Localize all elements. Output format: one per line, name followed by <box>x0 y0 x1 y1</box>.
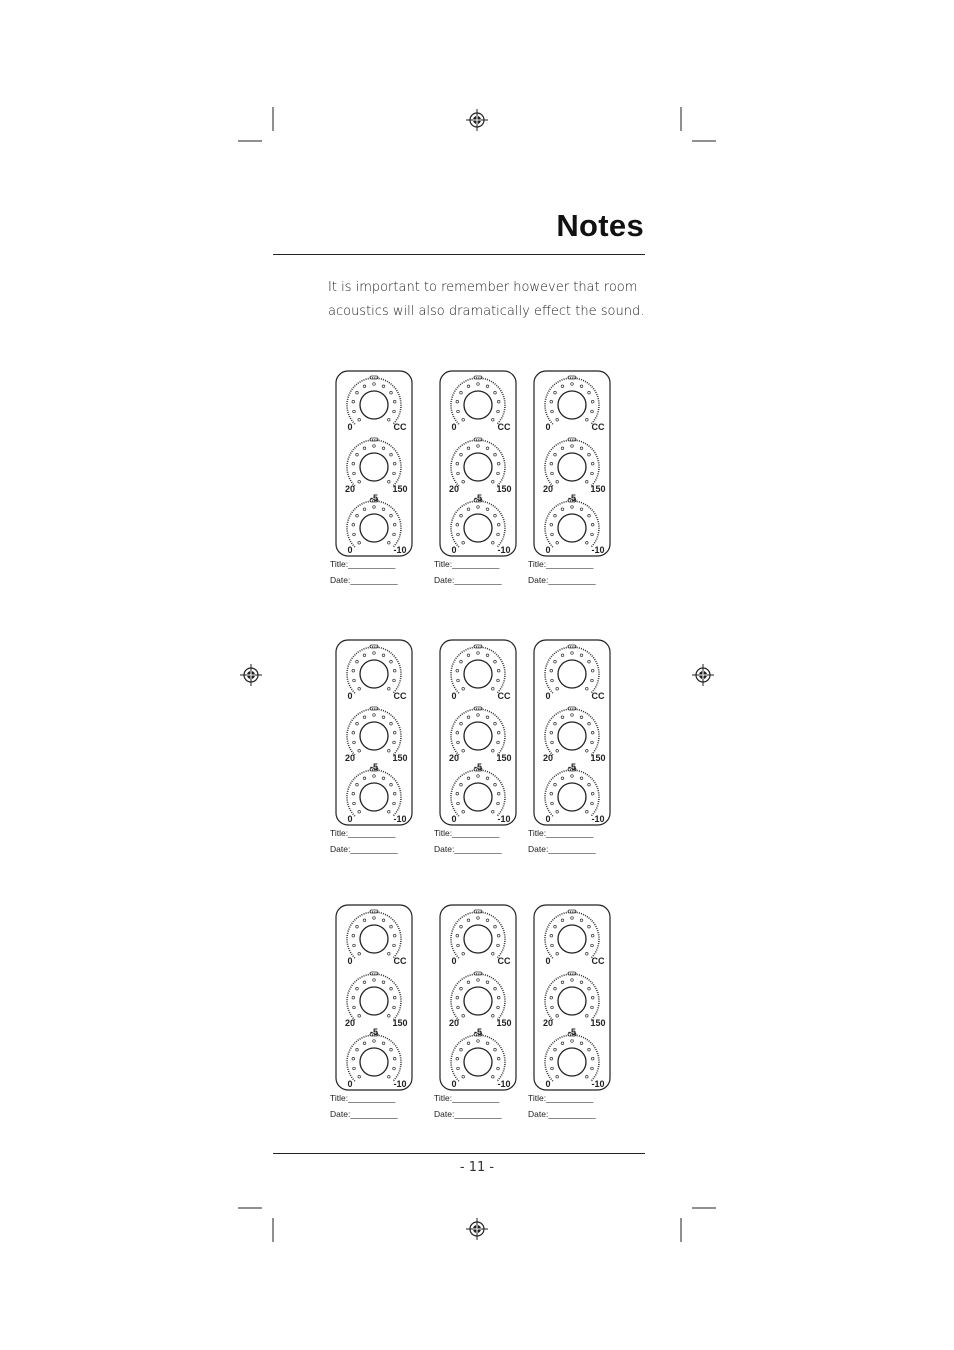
knob-min-label: 20 <box>542 753 554 763</box>
knob-max-label: 150 <box>496 1018 512 1028</box>
card-title-field[interactable]: Title:__________ <box>528 1093 594 1103</box>
knob-max-label: 150 <box>590 1018 606 1028</box>
knob-max-label: CC <box>497 956 511 966</box>
footer-rule <box>273 1153 645 1154</box>
knob-max-label: 150 <box>496 753 512 763</box>
knob-min-label: 20 <box>448 753 460 763</box>
knob-min-label: 0 <box>545 814 551 824</box>
knob-min-label: 0 <box>545 1079 551 1089</box>
card-date-field[interactable]: Date:__________ <box>434 575 502 585</box>
card-date-field[interactable]: Date:__________ <box>528 844 596 854</box>
knob-max-label: 150 <box>590 484 606 494</box>
knob-body <box>464 514 492 542</box>
knob-center-label: -5 <box>369 762 379 772</box>
knob-max-label: -10 <box>393 814 407 824</box>
knob-body <box>464 453 492 481</box>
knob-min-label: 0 <box>451 422 457 432</box>
knob-min-label: 0 <box>347 691 353 701</box>
knob-max-label: -10 <box>591 545 605 555</box>
card-title-field[interactable]: Title:__________ <box>434 828 500 838</box>
knob-body <box>558 783 586 811</box>
knob-min-label: 0 <box>451 691 457 701</box>
settings-card-r3c2 <box>434 905 516 1119</box>
knob-body <box>464 783 492 811</box>
settings-card-r1c2 <box>434 371 516 585</box>
knob-center-label: -5 <box>473 1027 483 1037</box>
card-title-field[interactable]: Title:__________ <box>330 559 396 569</box>
knob-center-label: -5 <box>473 762 483 772</box>
knob-max-label: CC <box>497 691 511 701</box>
card-date-field[interactable]: Date:__________ <box>434 1109 502 1119</box>
card-date-field[interactable]: Date:__________ <box>528 575 596 585</box>
knob-max-label: CC <box>393 691 407 701</box>
knob-body <box>360 453 388 481</box>
knob-body <box>360 925 388 953</box>
knob-min-label: 0 <box>451 814 457 824</box>
knob-max-label: -10 <box>591 814 605 824</box>
page-title: Notes <box>556 208 644 243</box>
knob-body <box>464 925 492 953</box>
knob-min-label: 0 <box>451 956 457 966</box>
knob-max-label: 150 <box>392 1018 408 1028</box>
knob-max-label: -10 <box>591 1079 605 1089</box>
settings-card-r3c3 <box>528 905 610 1119</box>
knob-min-label: 20 <box>344 753 356 763</box>
knob-center-label: -5 <box>567 493 577 503</box>
knob-min-label: 0 <box>545 545 551 555</box>
card-title-field[interactable]: Title:__________ <box>330 828 396 838</box>
knob-body <box>558 660 586 688</box>
knob-min-label: 0 <box>347 422 353 432</box>
knob-min-label: 20 <box>448 484 460 494</box>
knob-max-label: 150 <box>590 753 606 763</box>
knob-body <box>360 987 388 1015</box>
settings-card-r2c1 <box>330 640 412 854</box>
knob-min-label: 0 <box>545 691 551 701</box>
knob-body <box>464 660 492 688</box>
knob-min-label: 0 <box>545 956 551 966</box>
knob-body <box>360 783 388 811</box>
knob-min-label: 0 <box>347 956 353 966</box>
card-title-field[interactable]: Title:__________ <box>434 559 500 569</box>
card-title-field[interactable]: Title:__________ <box>528 828 594 838</box>
card-date-field[interactable]: Date:__________ <box>330 844 398 854</box>
knob-body <box>360 514 388 542</box>
settings-card-r1c3 <box>528 371 610 585</box>
knob-body <box>558 453 586 481</box>
knob-body <box>558 514 586 542</box>
knob-max-label: 150 <box>392 753 408 763</box>
knob-max-label: -10 <box>393 1079 407 1089</box>
knob-min-label: 0 <box>545 422 551 432</box>
card-title-field[interactable]: Title:__________ <box>434 1093 500 1103</box>
knob-max-label: CC <box>393 956 407 966</box>
page-number: - 11 - <box>459 1160 495 1175</box>
knob-body <box>360 722 388 750</box>
card-date-field[interactable]: Date:__________ <box>330 575 398 585</box>
settings-card-r1c1 <box>330 371 412 585</box>
card-date-field[interactable]: Date:__________ <box>330 1109 398 1119</box>
settings-card-r2c3 <box>528 640 610 854</box>
intro-line-2: acoustics will also dramatically effect the sound. <box>328 304 645 319</box>
knob-max-label: CC <box>393 422 407 432</box>
settings-card-r2c2 <box>434 640 516 854</box>
knob-min-label: 0 <box>347 814 353 824</box>
knob-max-label: -10 <box>497 814 511 824</box>
knob-body <box>558 987 586 1015</box>
card-date-field[interactable]: Date:__________ <box>528 1109 596 1119</box>
knob-max-label: 150 <box>392 484 408 494</box>
knob-min-label: 0 <box>347 545 353 555</box>
knob-min-label: 0 <box>451 1079 457 1089</box>
knob-max-label: -10 <box>497 1079 511 1089</box>
knob-min-label: 20 <box>344 1018 356 1028</box>
knob-max-label: CC <box>591 691 605 701</box>
knob-center-label: -5 <box>473 493 483 503</box>
card-date-field[interactable]: Date:__________ <box>434 844 502 854</box>
knob-max-label: CC <box>591 422 605 432</box>
knob-center-label: -5 <box>369 493 379 503</box>
knob-body <box>360 391 388 419</box>
knob-body <box>464 1048 492 1076</box>
knob-max-label: -10 <box>393 545 407 555</box>
knob-min-label: 20 <box>344 484 356 494</box>
intro-line-1: It is important to remember however that room <box>328 280 638 295</box>
knob-body <box>464 987 492 1015</box>
knob-body <box>464 722 492 750</box>
knob-body <box>558 1048 586 1076</box>
knob-body <box>558 722 586 750</box>
knob-min-label: 20 <box>542 1018 554 1028</box>
knob-max-label: CC <box>591 956 605 966</box>
card-title-field[interactable]: Title:__________ <box>330 1093 396 1103</box>
knob-min-label: 20 <box>448 1018 460 1028</box>
knob-min-label: 0 <box>347 1079 353 1089</box>
knob-max-label: -10 <box>497 545 511 555</box>
knob-body <box>464 391 492 419</box>
knob-min-label: 20 <box>542 484 554 494</box>
knob-center-label: -5 <box>369 1027 379 1037</box>
knob-body <box>558 391 586 419</box>
knob-center-label: -5 <box>567 1027 577 1037</box>
knob-body <box>360 660 388 688</box>
knob-min-label: 0 <box>451 545 457 555</box>
knob-body <box>360 1048 388 1076</box>
settings-card-r3c1 <box>330 905 412 1119</box>
card-title-field[interactable]: Title:__________ <box>528 559 594 569</box>
knob-center-label: -5 <box>567 762 577 772</box>
knob-body <box>558 925 586 953</box>
knob-max-label: 150 <box>496 484 512 494</box>
knob-max-label: CC <box>497 422 511 432</box>
